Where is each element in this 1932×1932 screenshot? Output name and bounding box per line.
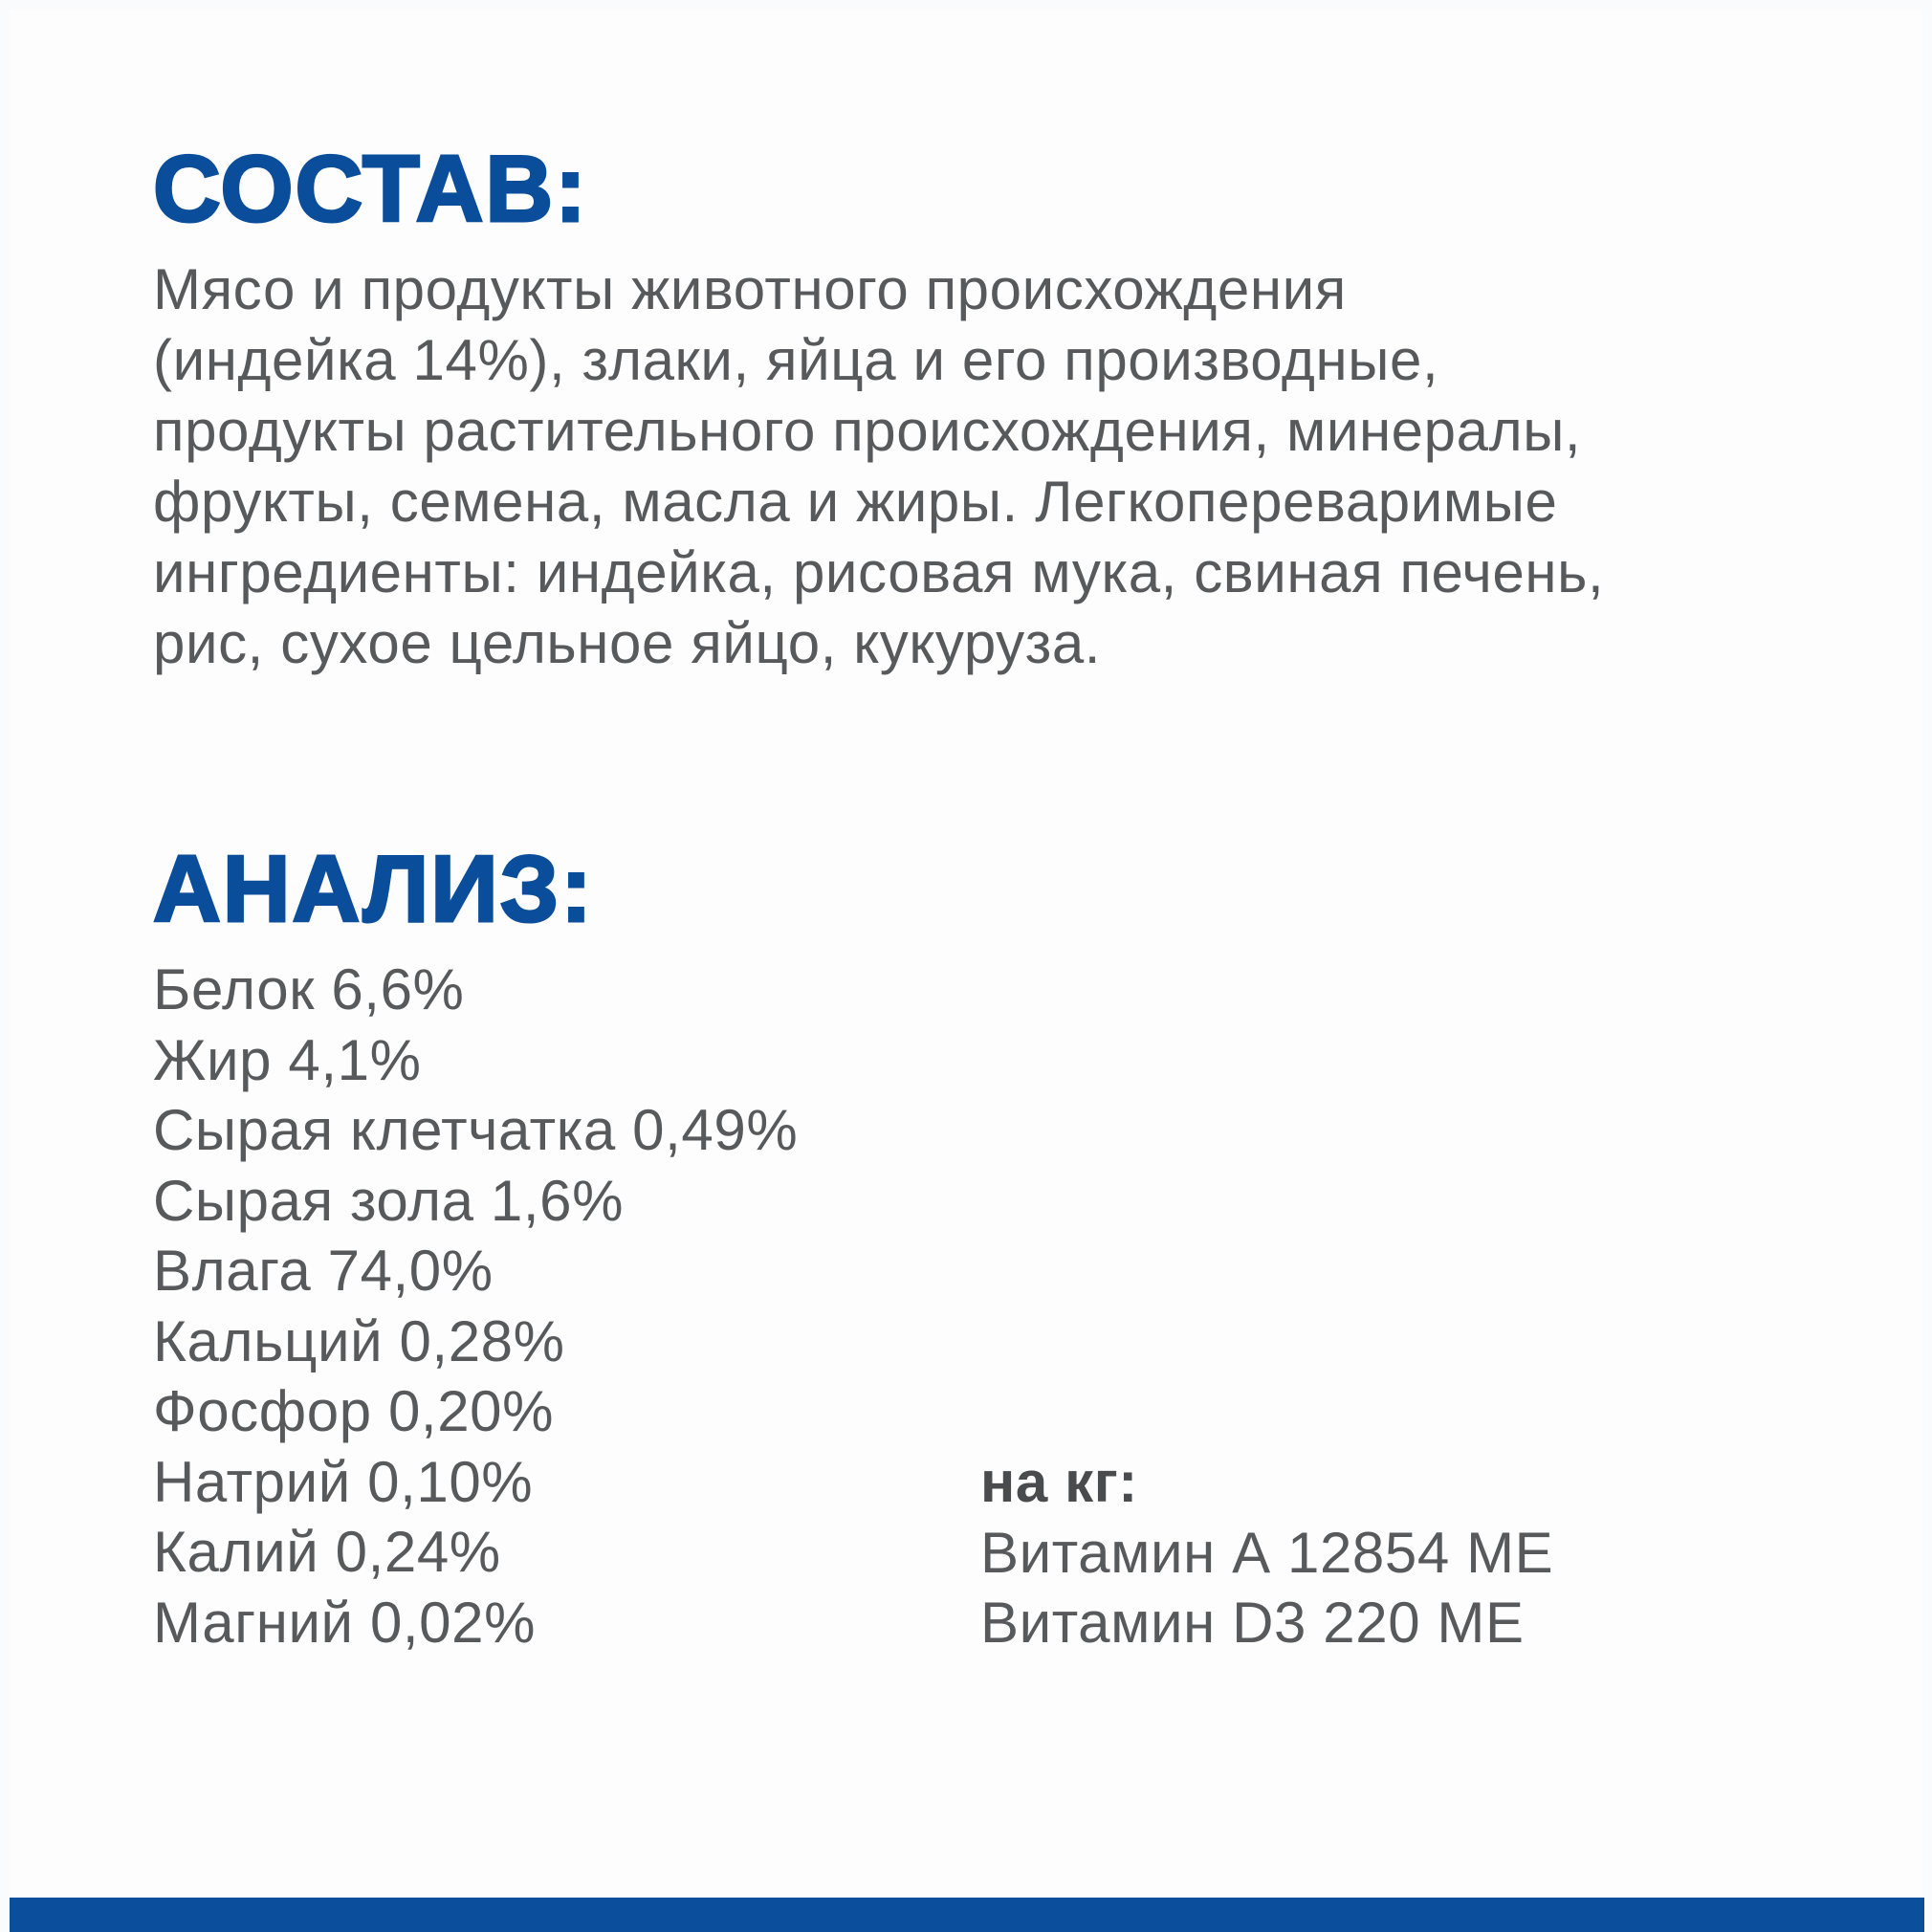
per-kg-item-vitamin-d3: Витамин D3 220 МЕ bbox=[980, 1591, 1525, 1655]
composition-line: фрукты, семена, масла и жиры. Легкопереваримые bbox=[153, 470, 1558, 534]
bottom-accent-bar bbox=[10, 1898, 1924, 1932]
page-card bbox=[10, 10, 1922, 1922]
per-kg-item-vitamin-a: Витамин А 12854 МЕ bbox=[980, 1520, 1554, 1585]
analysis-item-calcium: Кальций 0,28% bbox=[153, 1308, 565, 1373]
analysis-item-fat: Жир 4,1% bbox=[153, 1027, 422, 1092]
composition-text bbox=[153, 254, 1798, 679]
composition-line: рис, сухое цельное яйцо, кукуруза. bbox=[153, 611, 1102, 675]
analysis-item-moisture: Влага 74,0% bbox=[153, 1239, 494, 1303]
composition-line: ингредиенты: индейка, рисовая мука, свиная печень, bbox=[153, 540, 1605, 604]
analysis-item-crude-ash: Сырая зола 1,6% bbox=[153, 1168, 625, 1233]
composition-line: Мясо и продукты животного происхождения bbox=[153, 257, 1347, 321]
analysis-item-sodium: Натрий 0,10% bbox=[153, 1449, 534, 1514]
analysis-item-magnesium: Магний 0,02% bbox=[153, 1590, 537, 1655]
per-kg-block bbox=[980, 1447, 1553, 1658]
per-kg-title: на кг: bbox=[980, 1450, 1138, 1514]
analysis-item-protein: Белок 6,6% bbox=[153, 957, 465, 1021]
analysis-item-potassium: Калий 0,24% bbox=[153, 1520, 501, 1584]
composition-line: (индейка 14%), злаки, яйца и его производные, bbox=[153, 328, 1439, 392]
composition-line: продукты растительного происхождения, минералы, bbox=[153, 399, 1582, 463]
analysis-heading: АНАЛИЗ: bbox=[153, 836, 594, 941]
analysis-item-crude-fiber: Сырая клетчатка 0,49% bbox=[153, 1098, 799, 1162]
analysis-item-phosphorus: Фосфор 0,20% bbox=[153, 1379, 555, 1443]
composition-heading: СОСТАВ: bbox=[153, 136, 588, 241]
analysis-list bbox=[153, 955, 798, 1658]
